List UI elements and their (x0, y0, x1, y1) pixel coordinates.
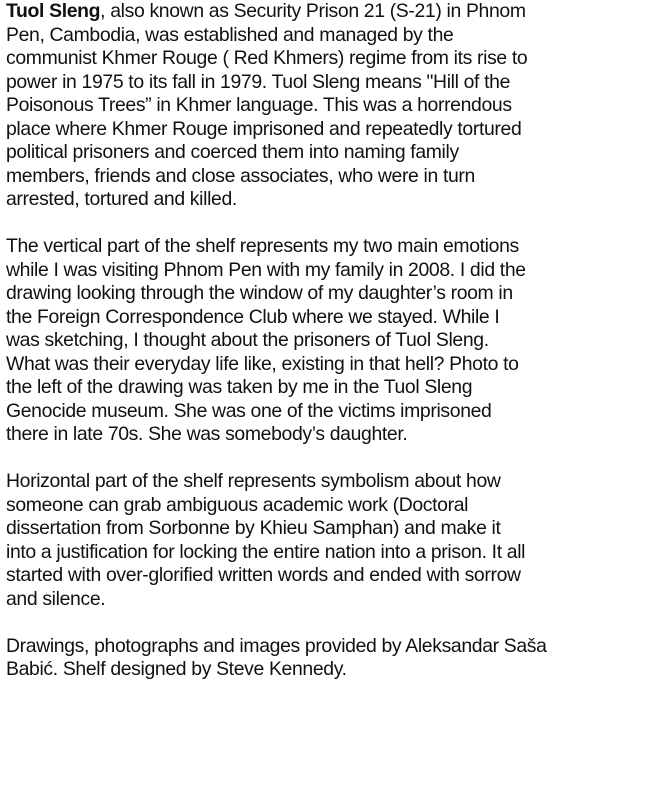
intro-text: , also known as Security Prison 21 (S-21) in Phnom Pen, Cambodia, was established and managed by the communist Khmer Rouge ( Red Khmers) regime from its rise to power in 1975 to its fall in 1979. Tuol Sleng means "Hill of the Poisonous Trees” in Khmer language. This was a horrendous place where Khmer Rouge imprisoned and repeatedly tortured political prisoners and coerced them into naming family members, friends and close associates, who were in turn arrested, tortured and killed. (6, 0, 528, 210)
intro-bold-term: Tuol Sleng (6, 0, 101, 22)
credits-paragraph: Drawings, photographs and images provided by Aleksandar Saša Babić. Shelf designed by Steve Kennedy. (6, 634, 547, 680)
vertical-shelf-paragraph: The vertical part of the shelf represents my two main emotions while I was visiting Phnom Pen with my family in 2008. I did the drawing looking through the window of my daughter’s room in the Foreign Correspondence Club where we stayed. While I was sketching, I thought about the prisoners of Tuol Sleng. What was their everyday life like, existing in that hell? Photo to the left of the drawing was taken by me in the Tuol Sleng Genocide museum. She was one of the victims imprisoned there in late 70s. She was somebody’s daughter. (6, 235, 526, 445)
intro-paragraph (6, 0, 646, 212)
document-body (6, 0, 646, 682)
horizontal-shelf-paragraph: Horizontal part of the shelf represents symbolism about how someone can grab ambiguous academic work (Doctoral dissertation from Sorbonne by Khieu Samphan) and make it into a justification for locking the entire nation into a prison. It all started with over-glorified written words and ended with sorrow and silence. (6, 470, 526, 610)
